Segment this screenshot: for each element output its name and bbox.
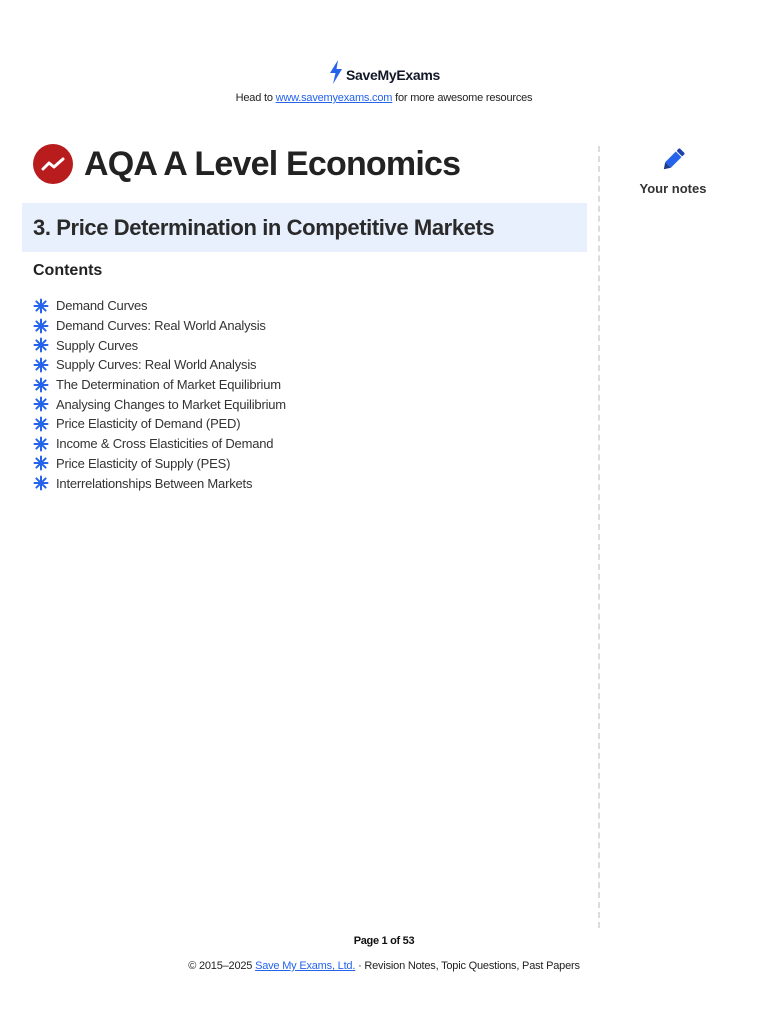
asterisk-bullet-icon (33, 337, 49, 353)
asterisk-bullet-icon (33, 318, 49, 334)
contents-item-label: Demand Curves (56, 298, 148, 314)
contents-item[interactable] (33, 296, 286, 316)
asterisk-bullet-icon (33, 396, 49, 412)
page-header (0, 60, 768, 104)
tagline-prefix: Head to (235, 92, 273, 104)
contents-list (33, 296, 286, 493)
copyright (0, 960, 768, 972)
tagline (0, 92, 768, 104)
lightning-bolt-icon (328, 60, 344, 89)
contents-item-label: Supply Curves (56, 337, 138, 353)
contents-item-label: Price Elasticity of Demand (PED) (56, 416, 241, 432)
your-notes-label: Your notes (639, 181, 707, 196)
brand[interactable] (0, 60, 768, 89)
contents-item-label: Supply Curves: Real World Analysis (56, 357, 257, 373)
copyright-suffix: · Revision Notes, Topic Questions, Past Papers (358, 960, 580, 972)
contents-item[interactable] (33, 375, 286, 395)
trend-line-icon (33, 144, 73, 184)
subject-heading (33, 144, 460, 184)
asterisk-bullet-icon (33, 377, 49, 393)
contents-item-label: Income & Cross Elasticities of Demand (56, 436, 274, 452)
asterisk-bullet-icon (33, 475, 49, 491)
contents-item[interactable] (33, 454, 286, 474)
asterisk-bullet-icon (33, 357, 49, 373)
contents-item[interactable] (33, 414, 286, 434)
contents-item[interactable] (33, 473, 286, 493)
page-number: Page 1 of 53 (353, 935, 415, 947)
contents-item[interactable] (33, 394, 286, 414)
brand-name: SaveMyExams (346, 66, 440, 83)
website-link[interactable]: www.savemyexams.com (275, 92, 393, 104)
asterisk-bullet-icon (33, 416, 49, 432)
contents-item-label: The Determination of Market Equilibrium (56, 377, 281, 393)
your-notes (620, 146, 726, 196)
notes-divider (598, 146, 600, 928)
company-link[interactable]: Save My Exams, Ltd. (255, 960, 356, 972)
contents-item-label: Interrelationships Between Markets (56, 475, 253, 491)
tagline-suffix: for more awesome resources (395, 92, 533, 104)
asterisk-bullet-icon (33, 455, 49, 471)
contents-item-label: Demand Curves: Real World Analysis (56, 318, 266, 334)
topic-bar (22, 203, 587, 252)
contents-item[interactable] (33, 316, 286, 336)
contents-item[interactable] (33, 335, 286, 355)
pencil-icon (659, 161, 687, 178)
contents-heading: Contents (33, 262, 103, 279)
contents-item[interactable] (33, 355, 286, 375)
topic-title: 3. Price Determination in Competitive Markets (33, 214, 495, 240)
subject-title: AQA A Level Economics (84, 144, 461, 183)
contents-item-label: Price Elasticity of Supply (PES) (56, 455, 231, 471)
contents-item[interactable] (33, 434, 286, 454)
asterisk-bullet-icon (33, 436, 49, 452)
copyright-prefix: © 2015–2025 (188, 960, 253, 972)
asterisk-bullet-icon (33, 298, 49, 314)
contents-item-label: Analysing Changes to Market Equilibrium (56, 396, 286, 412)
